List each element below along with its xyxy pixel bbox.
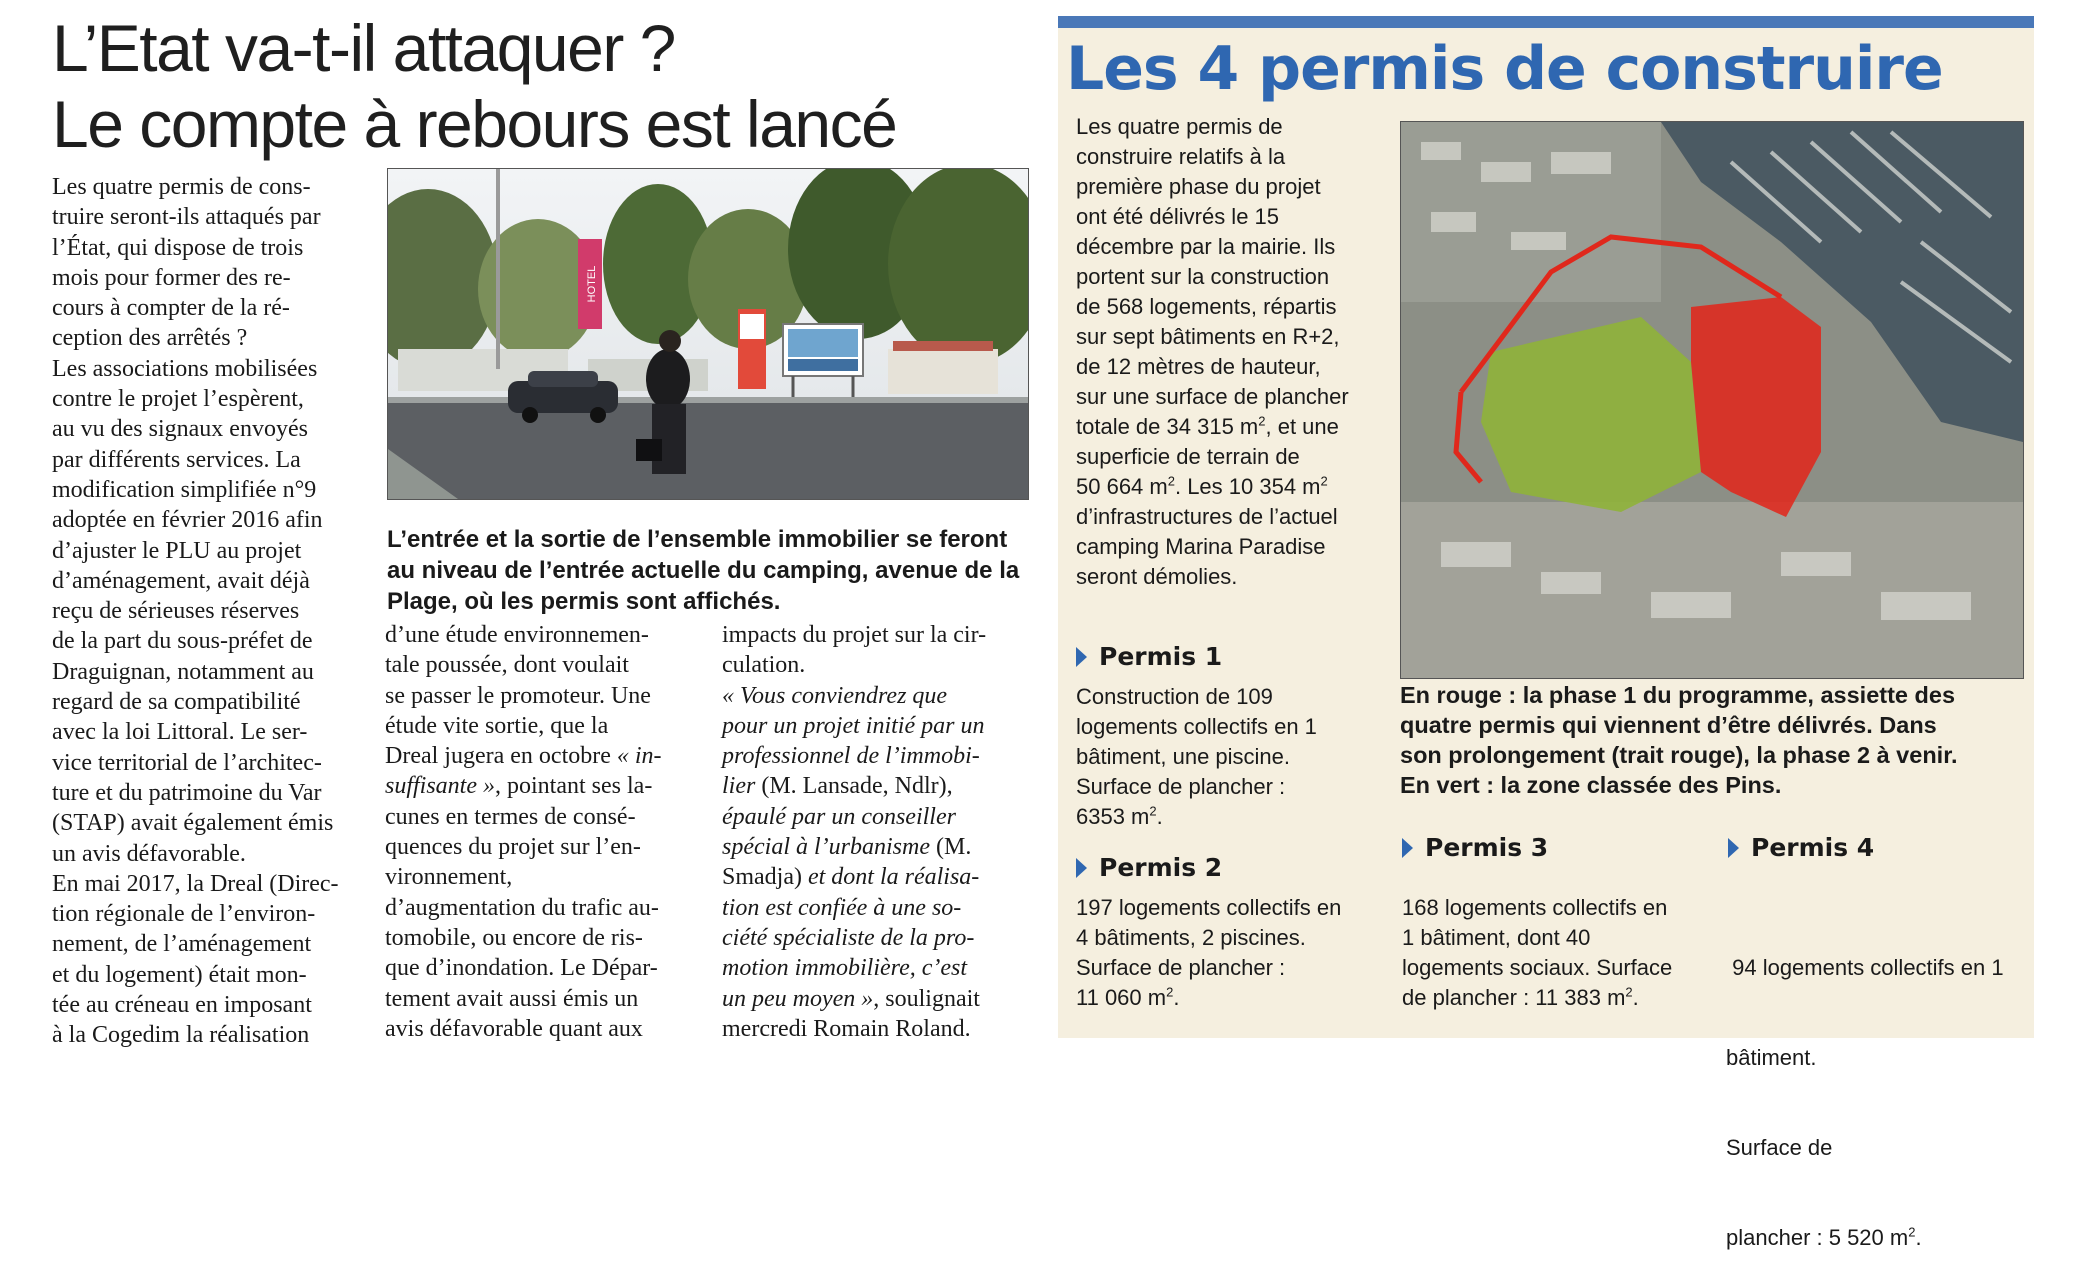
text-line — [722, 832, 1028, 862]
text-span: , pointant ses la- — [495, 773, 653, 800]
text-line: contre le projet l’espèrent, — [52, 386, 304, 413]
text-line: tée au créneau en imposant — [52, 992, 312, 1019]
text-span: totale de 34 315 m — [1076, 414, 1259, 439]
text-line: de plancher : 11 383 $m^2$. — [1402, 984, 1639, 1010]
text-span: 11 060 m — [1076, 985, 1167, 1010]
text-line: son prolongement (trait rouge), la phase 2 à venir. — [1400, 742, 1958, 768]
aerial-photo — [1401, 122, 2023, 678]
permit-4-text — [1726, 893, 2026, 1283]
text-line: mois pour former des re- — [52, 264, 291, 291]
text-line: construire relatifs à la — [1076, 144, 1286, 169]
box-intro — [1076, 112, 1376, 592]
text-line: tale poussée, dont voulait — [385, 652, 629, 679]
text-span: . Les 10 354 m — [1174, 474, 1321, 499]
triangle-bullet-icon — [1402, 838, 1413, 858]
headline — [52, 10, 1042, 162]
text-line: d’infrastructures de l’actuel — [1076, 504, 1338, 529]
text-span: , soulignait — [873, 985, 980, 1012]
superscript: 2 — [1166, 984, 1174, 1000]
text-line: truire seront-ils attaqués par — [52, 204, 321, 231]
text-line: ception des arrêtés ? — [52, 325, 248, 352]
quote-line: « Vous conviendrez que — [722, 682, 948, 709]
text-line: nement, de l’aménagement — [52, 931, 312, 958]
text-span: (M. — [929, 834, 972, 861]
text-line: Les associations mobilisées — [52, 355, 318, 382]
text-line: au vu des signaux envoyés — [52, 416, 308, 443]
text-line: culation. — [722, 652, 806, 679]
text-line: tion régionale de l’environ- — [52, 901, 316, 928]
text-line: quences du projet sur l’en- — [385, 834, 641, 861]
box-top-bar — [1058, 16, 2034, 28]
text-line: ture et du patrimoine du Var — [52, 779, 322, 806]
text-span: 50 664 m — [1076, 474, 1168, 499]
quote-span: « in- — [616, 743, 662, 770]
text-line: bâtiment. — [1726, 1045, 1817, 1070]
superscript: 2 — [1908, 1224, 1916, 1240]
text-line: d’ajuster le PLU au projet — [52, 537, 302, 564]
text-line: d’aménagement, avait déjà — [52, 567, 310, 594]
aerial-map — [1400, 121, 2024, 679]
quote-span: suffisante » — [385, 773, 496, 800]
text-line: camping Marina Paradise — [1076, 534, 1326, 559]
text-line — [1076, 472, 1376, 502]
text-line: un avis défavorable. — [52, 840, 246, 867]
headline-line-1: L’Etat va-t-il attaquer ? — [52, 11, 675, 85]
article-photo — [387, 168, 1029, 500]
text-line: se passer le promoteur. Une — [385, 682, 651, 709]
text-line: portent sur la construction — [1076, 264, 1330, 289]
quote-span: et dont la réalisa- — [801, 864, 980, 891]
text-line: décembre par la mairie. Ils — [1076, 234, 1336, 259]
article-column-2 — [385, 620, 695, 1044]
text-line: logements collectifs en 1 — [1076, 714, 1317, 739]
text-line: En vert : la zone classée des Pins. — [1400, 772, 1782, 798]
article-column-1 — [52, 172, 357, 1051]
text-line: 11 060 $m^2$. — [1076, 984, 1180, 1010]
text-line: avis défavorable quant aux — [385, 1015, 643, 1042]
text-line: plancher : 5 520 $m^2$. — [1726, 1224, 1922, 1250]
text-line: impacts du projet sur la cir- — [722, 622, 987, 648]
text-line: Les quatre permis de — [1076, 114, 1283, 139]
text-line: vice territorial de l’architec- — [52, 749, 322, 776]
quote-line: professionnel de l’immobi- — [722, 743, 980, 770]
permit-title: Permis 2 — [1099, 853, 1223, 882]
text-span: Smadja) — [722, 864, 802, 891]
text-line: de 568 logements, répartis — [1076, 294, 1337, 319]
text-line: Surface de — [1726, 1135, 1833, 1160]
text-line: tement avait aussi émis un — [385, 985, 639, 1012]
text-line: Les quatre permis de cons- — [52, 174, 311, 200]
text-line: Surface de plancher : — [1076, 955, 1286, 980]
text-line: bâtiment, une piscine. — [1076, 744, 1291, 769]
text-line: 94 logements collectifs en 1 — [1726, 955, 2004, 980]
text-line: seront démolies. — [1076, 564, 1238, 589]
quote-span: lier — [722, 773, 756, 800]
quote-span: spécial à l’urbanisme — [722, 834, 930, 861]
superscript: 2 — [1320, 473, 1328, 489]
photo-caption: L’entrée et la sortie de l’ensemble immobilier se feront au niveau de l’entrée actuelle du camping, avenue de la Plage, où les permis sont affichés. — [387, 526, 1020, 615]
quote-line: tion est confiée à une so- — [722, 894, 962, 921]
text-line: ont été délivrés le 15 — [1076, 204, 1280, 229]
text-line: et du logement) était mon- — [52, 961, 307, 988]
hotel-sign-text: HOTEL — [586, 265, 598, 303]
text-line — [1076, 412, 1376, 442]
text-line: sur une surface de plancher — [1076, 384, 1349, 409]
headline-line-2: Le compte à rebours est lancé — [52, 87, 897, 161]
text-line: de 12 mètres de hauteur, — [1076, 354, 1321, 379]
text-span: plancher : 5 520 m — [1726, 1225, 1909, 1250]
text-line: En rouge : la phase 1 du programme, assiette des — [1400, 682, 1956, 708]
text-line: Construction de 109 — [1076, 684, 1273, 709]
text-line: tomobile, ou encore de ris- — [385, 924, 643, 951]
text-line: En mai 2017, la Dreal (Direc- — [52, 870, 339, 897]
text-line: étude vite sortie, que la — [385, 712, 609, 739]
permit-title: Permis 3 — [1425, 833, 1549, 862]
permit-title: Permis 4 — [1751, 833, 1875, 862]
text-line — [385, 771, 695, 801]
text-line: que d’inondation. Le Dépar- — [385, 955, 658, 982]
text-line: de la part du sous-préfet de — [52, 628, 313, 655]
text-line: l’État, qui dispose de trois — [52, 234, 304, 261]
permit-1-heading — [1076, 642, 1222, 672]
text-line: Surface de plancher : — [1076, 774, 1286, 799]
superscript: 2 — [1149, 803, 1157, 819]
text-line: vironnement, — [385, 864, 513, 891]
quote-line: ciété spécialiste de la pro- — [722, 924, 975, 951]
text-line: 1 bâtiment, dont 40 — [1402, 925, 1591, 950]
permit-2-text — [1076, 893, 1386, 1013]
text-span: Dreal jugera en octobre — [385, 743, 611, 770]
text-line: avec la loi Littoral. Le ser- — [52, 719, 308, 746]
article-column-3 — [722, 620, 1028, 1044]
text-line — [385, 741, 695, 771]
text-line: à la Cogedim la réalisation — [52, 1022, 310, 1049]
text-line: d’augmentation du trafic au- — [385, 894, 659, 921]
text-line: reçu de sérieuses réserves — [52, 598, 300, 625]
text-line: logements sociaux. Surface — [1402, 955, 1673, 980]
text-line: 168 logements collectifs en — [1402, 895, 1668, 920]
permit-2-heading — [1076, 853, 1222, 883]
text-line: première phase du projet — [1076, 174, 1321, 199]
map-caption — [1400, 680, 2030, 800]
quote-line: épaulé par un conseiller — [722, 803, 956, 830]
text-line: 6353 $m^2$. — [1076, 803, 1163, 829]
text-line: modification simplifiée n°9 — [52, 476, 317, 503]
text-line: regard de sa compatibilité — [52, 689, 301, 716]
text-span: (M. Lansade, Ndlr), — [755, 773, 953, 800]
permit-4-heading — [1728, 833, 1874, 863]
quote-span: un peu moyen » — [722, 985, 874, 1012]
superscript: 2 — [1258, 413, 1266, 429]
text-line: superficie de terrain de — [1076, 444, 1300, 469]
triangle-bullet-icon — [1076, 858, 1087, 878]
permit-1-text — [1076, 682, 1376, 832]
text-span: de plancher : 11 383 m — [1402, 985, 1626, 1010]
quote-line: pour un projet initié par un — [722, 712, 985, 739]
triangle-bullet-icon — [1076, 647, 1087, 667]
text-line — [722, 771, 1028, 801]
text-span: 6353 m — [1076, 804, 1150, 829]
permit-3-text — [1402, 893, 1712, 1013]
text-span: , et une — [1265, 414, 1339, 439]
box-title: Les 4 permis de construire — [1066, 34, 1943, 104]
text-line — [722, 862, 1028, 892]
quote-line: motion immobilière, c’est — [722, 955, 968, 982]
text-line: 4 bâtiments, 2 piscines. — [1076, 925, 1306, 950]
text-line: cunes en termes de consé- — [385, 803, 636, 830]
text-line: cours à compter de la ré- — [52, 295, 290, 322]
text-line: quatre permis qui viennent d’être délivrés. Dans — [1400, 712, 1937, 738]
text-line: mercredi Romain Roland. — [722, 1015, 971, 1042]
triangle-bullet-icon — [1728, 838, 1739, 858]
permit-title: Permis 1 — [1099, 642, 1223, 671]
text-line: (STAP) avait également émis — [52, 810, 334, 837]
superscript: 2 — [1625, 984, 1633, 1000]
camping-entrance-photo — [388, 169, 1028, 499]
text-line: d’une étude environnemen- — [385, 622, 649, 648]
superscript: 2 — [1167, 473, 1175, 489]
text-line: par différents services. La — [52, 446, 301, 473]
text-line: sur sept bâtiments en R+2, — [1076, 324, 1340, 349]
text-line: adoptée en février 2016 afin — [52, 507, 323, 534]
text-line: 197 logements collectifs en — [1076, 895, 1342, 920]
text-line — [722, 984, 1028, 1014]
text-line: Draguignan, notamment au — [52, 658, 314, 685]
permit-3-heading — [1402, 833, 1548, 863]
